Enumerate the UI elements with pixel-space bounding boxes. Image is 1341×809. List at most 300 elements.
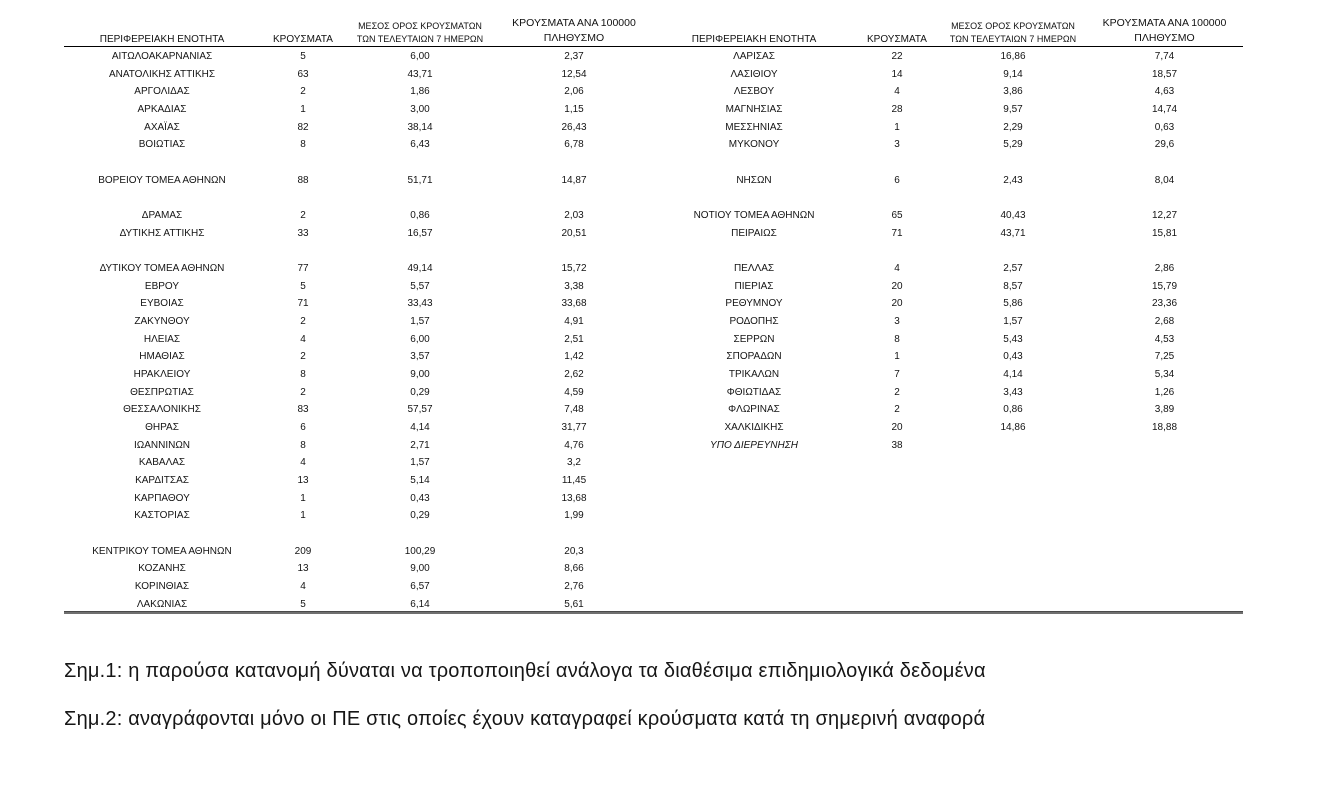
cell-empty: [64, 154, 260, 172]
cell-avg7: 9,00: [410, 368, 430, 380]
table-row: [64, 578, 1243, 596]
header-avg7-left: [346, 16, 494, 46]
cell-empty: [654, 454, 854, 472]
cell-empty: [346, 525, 494, 543]
cases-table: [64, 16, 1243, 614]
cell-avg7: 0,86: [410, 209, 430, 221]
cell-region: ΔΡΑΜΑΣ: [141, 209, 183, 221]
cell-cases: 22: [891, 50, 903, 62]
cell-region: ΖΑΚΥΝΘΟΥ: [134, 315, 190, 327]
cell-empty: [346, 242, 494, 260]
table-row: [64, 119, 1243, 137]
cell-per100k: 2,06: [564, 86, 584, 98]
cell-region: ΜΥΚΟΝΟΥ: [728, 139, 780, 151]
cell-cases: 2: [300, 386, 306, 398]
cell-avg7: 57,57: [407, 404, 433, 416]
cell-avg7: 2,43: [1003, 174, 1023, 186]
cell-per100k: 2,37: [564, 50, 584, 62]
cell-avg7: 38,14: [407, 121, 433, 133]
cell-empty: [654, 543, 854, 561]
cell-region: ΛΕΣΒΟΥ: [733, 86, 775, 98]
cell-empty: [1086, 507, 1243, 525]
cell-cases: 82: [297, 121, 309, 133]
table-row: [64, 366, 1243, 384]
header-cases-left: [260, 16, 346, 46]
cell-empty: [854, 189, 940, 207]
cell-region: ΜΑΓΝΗΣΙΑΣ: [725, 103, 783, 115]
cell-empty: [1086, 596, 1243, 614]
table-row: [64, 490, 1243, 508]
cell-per100k: 11,45: [561, 474, 587, 486]
cell-empty: [940, 543, 1086, 561]
cell-per100k: 18,88: [1151, 421, 1178, 433]
cell-per100k: 4,59: [564, 386, 584, 398]
cell-avg7: 3,00: [410, 103, 430, 115]
cell-per100k: 7,74: [1154, 50, 1175, 62]
cell-cases: 7: [894, 368, 900, 380]
cell-empty: [1086, 189, 1243, 207]
header-avg7-line-1: ΜΕΣΟΣ ΟΡΟΣ ΚΡΟΥΣΜΑΤΩΝ: [358, 21, 482, 31]
cell-empty: [654, 490, 854, 508]
cell-cases: 20: [891, 298, 903, 310]
cell-avg7: 43,71: [407, 68, 433, 80]
cell-avg7: 5,43: [1003, 333, 1023, 345]
cell-region: ΑΙΤΩΛΟΑΚΑΡΝΑΝΙΑΣ: [111, 50, 213, 62]
cell-empty: [940, 507, 1086, 525]
cell-empty: [854, 490, 940, 508]
cell-empty: [654, 189, 854, 207]
table-row: [64, 83, 1243, 101]
header-region-left: [64, 16, 260, 46]
cell-per100k: 1,26: [1154, 386, 1175, 398]
cell-region: ΗΡΑΚΛΕΙΟΥ: [133, 368, 191, 380]
cell-region: ΑΡΚΑΔΙΑΣ: [137, 103, 187, 115]
cell-empty: [940, 578, 1086, 596]
table-row: [64, 384, 1243, 402]
cell-empty: [1086, 242, 1243, 260]
cell-empty: [1086, 525, 1243, 543]
cell-empty: [654, 154, 854, 172]
cell-avg7: 5,29: [1003, 139, 1023, 151]
cell-avg7: 0,86: [1003, 404, 1023, 416]
table-row: [64, 331, 1243, 349]
cell-empty: [854, 560, 940, 578]
cell-cases: 63: [297, 68, 309, 80]
header-per100k-line-2: ΠΛΗΘΥΣΜΟ: [543, 32, 605, 44]
cell-avg7: 5,57: [410, 280, 430, 292]
blank-row: [64, 525, 1243, 543]
table-row: [64, 401, 1243, 419]
cell-empty: [854, 242, 940, 260]
cell-avg7: 51,71: [407, 174, 433, 186]
cell-cases: 38: [891, 439, 903, 451]
cell-per100k: 3,2: [567, 457, 581, 469]
cell-empty: [654, 596, 854, 614]
cell-empty: [260, 242, 346, 260]
cell-avg7: 0,43: [410, 492, 430, 504]
cell-per100k: 7,25: [1154, 351, 1175, 363]
cell-cases: 4: [894, 262, 900, 274]
cell-avg7: 6,14: [410, 598, 430, 610]
cell-region: ΛΑΣΙΘΙΟΥ: [730, 68, 778, 80]
cell-avg7: 2,71: [410, 439, 430, 451]
cell-empty: [494, 242, 654, 260]
cell-empty: [260, 189, 346, 207]
header-avg7-right: [940, 16, 1086, 46]
cell-cases: 2: [300, 209, 306, 221]
header-region-label: ΠΕΡΙΦΕΡΕΙΑΚΗ ΕΝΟΤΗΤΑ: [99, 34, 225, 45]
cell-empty: [346, 189, 494, 207]
table-row: [64, 472, 1243, 490]
cell-per100k: 31,77: [561, 421, 587, 433]
cell-per100k: 20,51: [561, 227, 587, 239]
header-per100k-right: [1086, 16, 1243, 46]
table-row: [64, 543, 1243, 561]
cell-region: ΑΡΓΟΛΙΔΑΣ: [134, 86, 190, 98]
cell-cases: 1: [894, 351, 900, 363]
cell-cases: 3: [894, 139, 900, 151]
table-row: [64, 278, 1243, 296]
cell-per100k: 20,3: [564, 545, 584, 557]
cell-per100k: 4,76: [564, 439, 584, 451]
cell-per100k: 15,81: [1151, 227, 1178, 239]
cell-avg7: 49,14: [407, 262, 433, 274]
cell-avg7: 43,71: [1000, 227, 1026, 239]
cell-empty: [1086, 578, 1243, 596]
cell-avg7: 6,43: [410, 139, 430, 151]
cell-cases: 1: [894, 121, 900, 133]
note-1: Σημ.1: η παρούσα κατανομή δύναται να τροποποιηθεί ανάλογα τα διαθέσιμα επιδημιολογικά δεδομένα: [64, 660, 986, 682]
cell-avg7: 1,57: [410, 457, 430, 469]
cell-per100k: 4,53: [1154, 333, 1175, 345]
cell-per100k: 2,03: [564, 209, 584, 221]
header-region-right: [654, 16, 854, 46]
cell-region: ΡΕΘΥΜΝΟΥ: [725, 298, 783, 310]
cell-avg7: 1,57: [410, 315, 430, 327]
cell-cases: 2: [894, 386, 900, 398]
cell-region: ΠΕΙΡΑΙΩΣ: [731, 227, 777, 239]
cell-empty: [64, 189, 260, 207]
table-row: [64, 596, 1243, 614]
cell-empty: [654, 525, 854, 543]
cell-region: ΗΜΑΘΙΑΣ: [139, 351, 185, 363]
cell-empty: [1086, 454, 1243, 472]
table-row: [64, 313, 1243, 331]
cell-region: ΔΥΤΙΚΗΣ ΑΤΤΙΚΗΣ: [119, 227, 205, 239]
note-2: Σημ.2: αναγράφονται μόνο οι ΠΕ στις οποίες έχουν καταγραφεί κρούσματα κατά τη σημερινή αναφορά: [64, 708, 986, 730]
cell-region: ΚΑΡΠΑΘΟΥ: [134, 492, 190, 504]
cell-per100k: 2,76: [564, 580, 584, 592]
header-cases-right: [854, 16, 940, 46]
cell-region: ΕΥΒΟΙΑΣ: [140, 298, 184, 310]
header-per100k-line-2: ΠΛΗΘΥΣΜΟ: [1134, 32, 1195, 44]
cell-avg7: 9,14: [1003, 68, 1023, 80]
cell-empty: [494, 525, 654, 543]
header-avg7-line-2: ΤΩΝ ΤΕΛΕΥΤΑΙΩΝ 7 ΗΜΕΡΩΝ: [356, 34, 484, 44]
cell-avg7: 6,57: [410, 580, 430, 592]
table-row: [64, 260, 1243, 278]
cell-region: ΜΕΣΣΗΝΙΑΣ: [725, 121, 783, 133]
table-header: [64, 16, 1243, 47]
header-cases-label: ΚΡΟΥΣΜΑΤΑ: [273, 34, 333, 45]
cell-region: ΘΕΣΣΑΛΟΝΙΚΗΣ: [123, 404, 201, 416]
blank-row: [64, 189, 1243, 207]
cell-empty: [854, 454, 940, 472]
cell-cases: 209: [294, 545, 312, 557]
cell-region: ΚΕΝΤΡΙΚΟΥ ΤΟΜΕΑ ΑΘΗΝΩΝ: [92, 545, 232, 557]
cell-empty: [494, 154, 654, 172]
cell-empty: [940, 525, 1086, 543]
cell-cases: 20: [891, 421, 903, 433]
cell-avg7: 4,14: [1003, 368, 1023, 380]
cell-per100k: 3,89: [1154, 404, 1175, 416]
cell-cases: 8: [300, 439, 306, 451]
cell-region: ΚΑΡΔΙΤΣΑΣ: [135, 474, 189, 486]
table-body: [64, 48, 1243, 614]
cell-per100k: 26,43: [561, 121, 587, 133]
cell-empty: [64, 242, 260, 260]
cell-empty: [854, 525, 940, 543]
cell-cases: 13: [297, 563, 309, 575]
cell-per100k: 2,68: [1154, 315, 1175, 327]
cell-per100k: 3,38: [564, 280, 584, 292]
table-row: [64, 454, 1243, 472]
cell-per100k: 15,79: [1151, 280, 1178, 292]
table-row: [64, 66, 1243, 84]
cell-avg7: 0,29: [410, 510, 430, 522]
cell-per100k: 2,86: [1154, 262, 1175, 274]
cell-cases: 1: [300, 492, 306, 504]
cell-cases: 77: [297, 262, 309, 274]
cell-per100k: 1,15: [564, 103, 584, 115]
cell-region: ΚΟΡΙΝΘΙΑΣ: [134, 580, 190, 592]
cell-avg7: 16,86: [1000, 50, 1026, 62]
cell-region: ΛΑΡΙΣΑΣ: [733, 50, 775, 62]
cell-region: ΦΛΩΡΙΝΑΣ: [728, 404, 780, 416]
cell-avg7: 4,14: [410, 421, 430, 433]
cell-region: ΑΧΑΪΑΣ: [144, 121, 180, 133]
table-row: [64, 207, 1243, 225]
cell-cases: 4: [300, 457, 306, 469]
cell-cases: 2: [300, 351, 306, 363]
cell-cases: 14: [891, 68, 903, 80]
cell-per100k: 1,99: [564, 510, 584, 522]
cell-empty: [654, 560, 854, 578]
cell-per100k: 6,78: [564, 139, 584, 151]
cell-per100k: 2,62: [564, 368, 584, 380]
cell-empty: [940, 560, 1086, 578]
cell-cases: 4: [300, 580, 306, 592]
cell-per100k: 23,36: [1151, 298, 1178, 310]
cell-per100k: 5,61: [564, 598, 584, 610]
table-row: [64, 101, 1243, 119]
cell-avg7: 16,57: [407, 227, 433, 239]
cell-region: ΙΩΑΝΝΙΝΩΝ: [133, 439, 191, 451]
cell-empty: [1086, 543, 1243, 561]
cell-region: ΤΡΙΚΑΛΩΝ: [728, 368, 780, 380]
header-per100k-line-1: ΚΡΟΥΣΜΑΤΑ ΑΝΑ 100000: [1102, 17, 1227, 29]
cell-avg7: 2,57: [1003, 262, 1023, 274]
cell-avg7: 100,29: [404, 545, 436, 557]
cell-region: ΘΕΣΠΡΩΤΙΑΣ: [130, 386, 194, 398]
cell-region: ΝΗΣΩΝ: [736, 174, 772, 186]
cell-cases: 8: [300, 368, 306, 380]
cell-avg7: 8,57: [1003, 280, 1023, 292]
cell-per100k: 13,68: [561, 492, 587, 504]
cell-empty: [940, 454, 1086, 472]
header-region-label: ΠΕΡΙΦΕΡΕΙΑΚΗ ΕΝΟΤΗΤΑ: [691, 34, 817, 45]
cell-cases: 5: [300, 50, 306, 62]
cell-cases: 5: [300, 280, 306, 292]
table-row: [64, 437, 1243, 455]
cell-region: ΠΙΕΡΙΑΣ: [734, 280, 774, 292]
cell-cases: 71: [297, 298, 309, 310]
cell-cases: 2: [894, 404, 900, 416]
table-row: [64, 419, 1243, 437]
cell-empty: [654, 472, 854, 490]
cell-avg7: 3,57: [410, 351, 430, 363]
cell-avg7: 6,00: [410, 50, 430, 62]
table-row: [64, 560, 1243, 578]
cell-per100k: 18,57: [1151, 68, 1178, 80]
cell-empty: [854, 507, 940, 525]
cell-cases: 33: [297, 227, 309, 239]
cell-empty: [854, 596, 940, 614]
cell-empty: [940, 437, 1086, 455]
cell-avg7: 2,29: [1003, 121, 1023, 133]
cell-region: ΔΥΤΙΚΟΥ ΤΟΜΕΑ ΑΘΗΝΩΝ: [99, 262, 225, 274]
cell-region: ΒΟΡΕΙΟΥ ΤΟΜΕΑ ΑΘΗΝΩΝ: [98, 174, 226, 186]
cell-region: ΧΑΛΚΙΔΙΚΗΣ: [724, 421, 784, 433]
cell-cases: 1: [300, 510, 306, 522]
cell-empty: [940, 472, 1086, 490]
cell-avg7: 0,29: [410, 386, 430, 398]
cell-per100k: 14,87: [561, 174, 587, 186]
cell-empty: [654, 242, 854, 260]
cell-cases: 5: [300, 598, 306, 610]
cell-empty: [260, 154, 346, 172]
cell-region: ΠΕΛΛΑΣ: [733, 262, 775, 274]
cell-region: ΣΠΟΡΑΔΩΝ: [726, 351, 782, 363]
cell-per100k: 12,27: [1151, 209, 1178, 221]
cell-cases: 8: [894, 333, 900, 345]
header-per100k-line-1: ΚΡΟΥΣΜΑΤΑ ΑΝΑ 100000: [512, 17, 636, 29]
cell-cases: 1: [300, 103, 306, 115]
cell-region: ΚΑΒΑΛΑΣ: [138, 457, 186, 469]
header-avg7-line-1: ΜΕΣΟΣ ΟΡΟΣ ΚΡΟΥΣΜΑΤΩΝ: [951, 21, 1075, 31]
cell-avg7: 14,86: [1000, 421, 1026, 433]
blank-row: [64, 154, 1243, 172]
cell-cases: 20: [891, 280, 903, 292]
cell-empty: [260, 525, 346, 543]
cell-cases: 83: [297, 404, 309, 416]
cell-avg7: 40,43: [1000, 209, 1026, 221]
cell-empty: [854, 472, 940, 490]
cell-empty: [1086, 560, 1243, 578]
cell-cases: 4: [300, 333, 306, 345]
cell-per100k: 4,63: [1154, 86, 1175, 98]
blank-row: [64, 242, 1243, 260]
header-cases-label: ΚΡΟΥΣΜΑΤΑ: [867, 34, 927, 45]
table-row: [64, 136, 1243, 154]
cell-cases: 88: [297, 174, 309, 186]
cell-per100k: 2,51: [564, 333, 584, 345]
cell-cases: 6: [300, 421, 306, 433]
cell-region: ΥΠΟ ΔΙΕΡΕΥΝΗΣΗ: [710, 439, 798, 451]
cell-cases: 65: [891, 209, 903, 221]
cell-region: ΚΟΖΑΝΗΣ: [138, 563, 186, 575]
cell-avg7: 9,00: [410, 563, 430, 575]
cell-per100k: 33,68: [561, 298, 587, 310]
cell-region: ΒΟΙΩΤΙΑΣ: [138, 139, 186, 151]
cell-region: ΡΟΔΟΠΗΣ: [729, 315, 779, 327]
cell-empty: [854, 578, 940, 596]
cell-empty: [64, 525, 260, 543]
cell-region: ΘΗΡΑΣ: [145, 421, 179, 433]
cell-per100k: 12,54: [561, 68, 587, 80]
cell-cases: 13: [297, 474, 309, 486]
cell-empty: [1086, 154, 1243, 172]
notes: [64, 659, 986, 755]
cell-per100k: 29,6: [1154, 139, 1175, 151]
cell-per100k: 1,42: [564, 351, 584, 363]
header-avg7-line-2: ΤΩΝ ΤΕΛΕΥΤΑΙΩΝ 7 ΗΜΕΡΩΝ: [949, 34, 1077, 44]
cell-avg7: 5,14: [410, 474, 430, 486]
cell-cases: 6: [894, 174, 900, 186]
cell-region: ΣΕΡΡΩΝ: [733, 333, 775, 345]
cell-empty: [854, 154, 940, 172]
cell-cases: 4: [894, 86, 900, 98]
cell-per100k: 0,63: [1154, 121, 1175, 133]
cell-cases: 2: [300, 315, 306, 327]
cell-cases: 3: [894, 315, 900, 327]
table-row: [64, 348, 1243, 366]
table-row: [64, 295, 1243, 313]
header-per100k-left: [494, 16, 654, 46]
cell-region: ΚΑΣΤΟΡΙΑΣ: [134, 510, 190, 522]
cell-cases: 8: [300, 139, 306, 151]
cell-empty: [1086, 437, 1243, 455]
cell-avg7: 0,43: [1003, 351, 1023, 363]
cell-avg7: 3,43: [1003, 386, 1023, 398]
cell-avg7: 3,86: [1003, 86, 1023, 98]
cell-avg7: 5,86: [1003, 298, 1023, 310]
cell-cases: 28: [891, 103, 903, 115]
cell-per100k: 7,48: [564, 404, 584, 416]
cell-region: ΑΝΑΤΟΛΙΚΗΣ ΑΤΤΙΚΗΣ: [108, 68, 216, 80]
cell-per100k: 5,34: [1154, 368, 1175, 380]
cell-region: ΝΟΤΙΟΥ ΤΟΜΕΑ ΑΘΗΝΩΝ: [693, 209, 815, 221]
cell-per100k: 8,04: [1154, 174, 1175, 186]
cell-empty: [1086, 490, 1243, 508]
cell-avg7: 9,57: [1003, 103, 1023, 115]
cell-per100k: 14,74: [1151, 103, 1178, 115]
cell-empty: [346, 154, 494, 172]
cell-empty: [940, 154, 1086, 172]
cell-avg7: 1,57: [1003, 315, 1023, 327]
cell-empty: [494, 189, 654, 207]
table-row: [64, 507, 1243, 525]
cell-empty: [654, 578, 854, 596]
cell-per100k: 8,66: [564, 563, 584, 575]
cell-empty: [940, 596, 1086, 614]
table-row: [64, 48, 1243, 66]
cell-avg7: 33,43: [407, 298, 433, 310]
cell-empty: [940, 189, 1086, 207]
cell-per100k: 15,72: [561, 262, 587, 274]
cell-avg7: 1,86: [410, 86, 430, 98]
cell-empty: [654, 507, 854, 525]
